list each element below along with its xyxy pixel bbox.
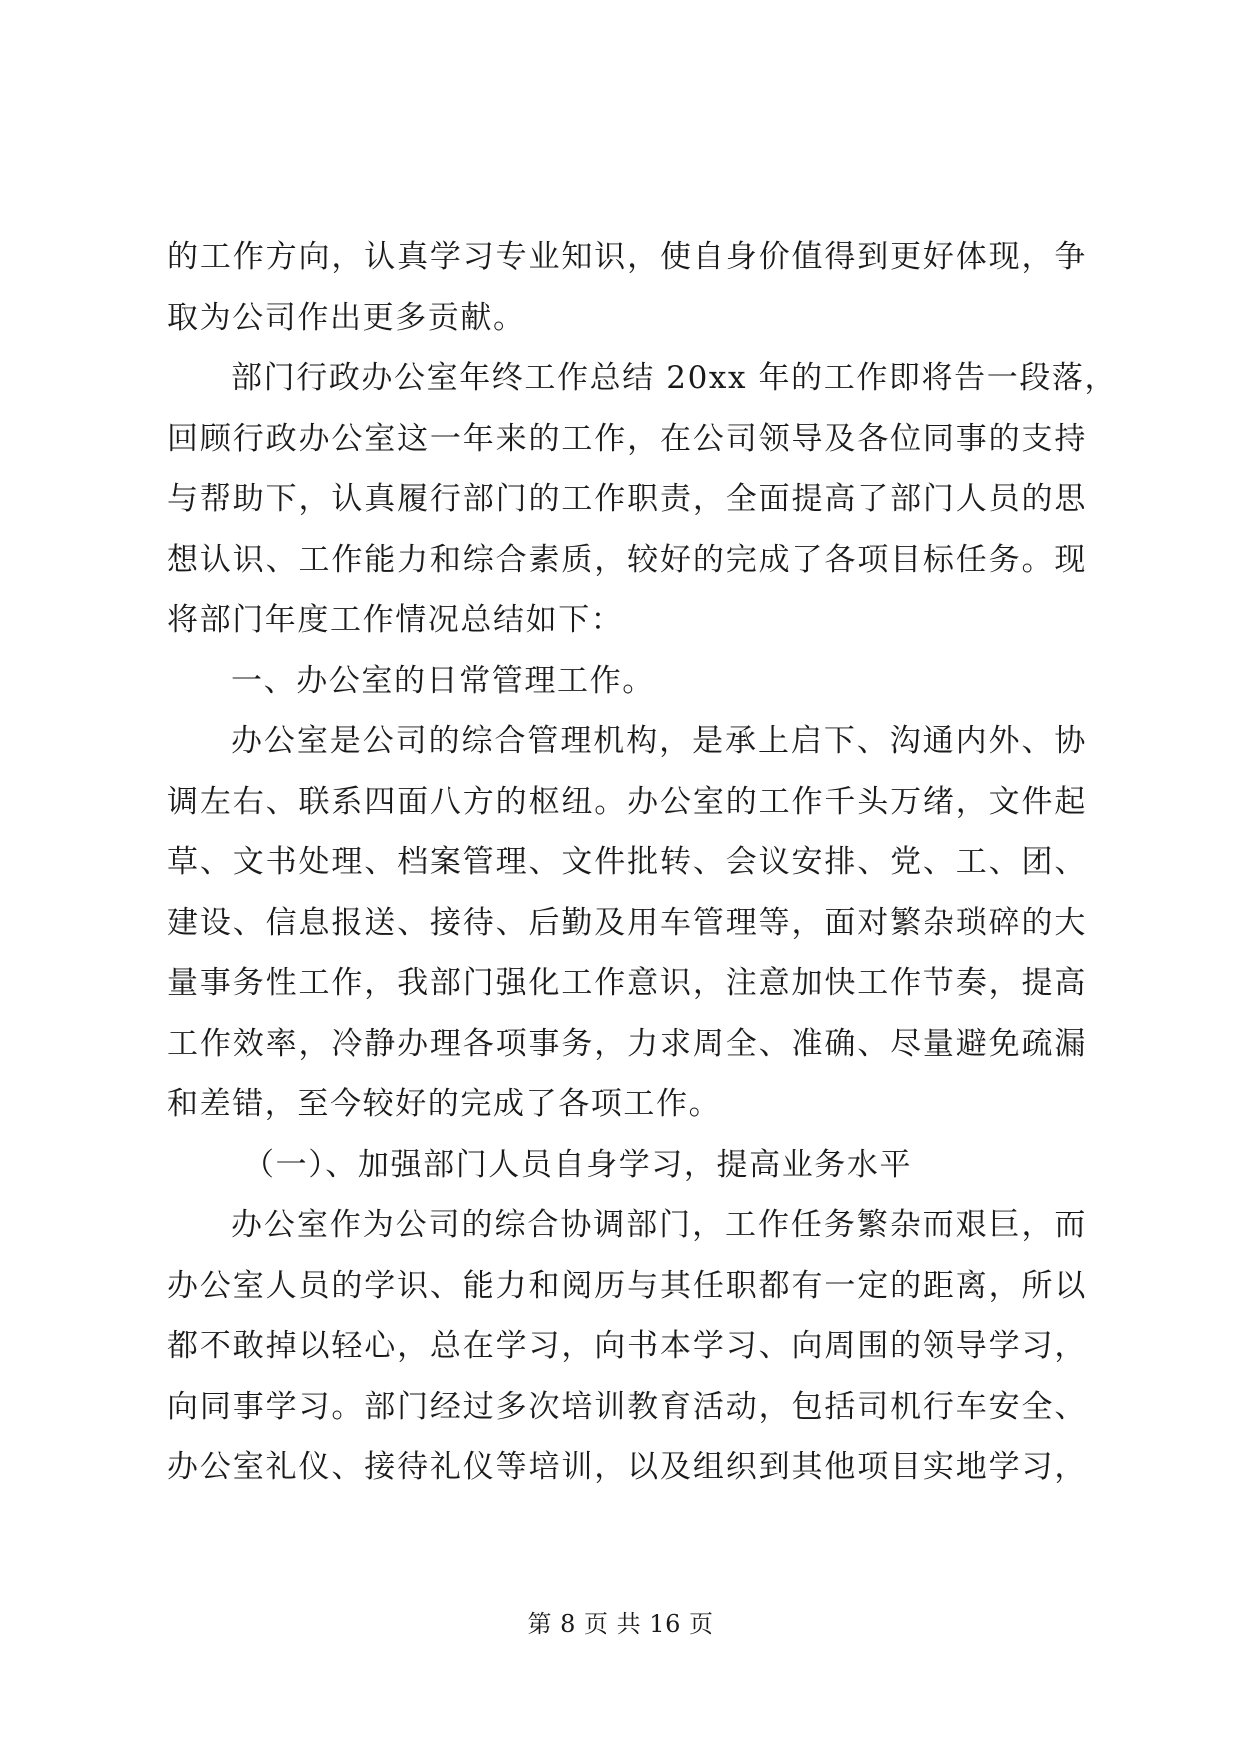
text-line: 向同事学习。部门经过多次培训教育活动，包括司机行车安全、 [167,1388,1087,1425]
text-line: 办公室礼仪、接待礼仪等培训，以及组织到其他项目实地学习， [167,1449,1087,1485]
text-line: 和差错，至今较好的完成了各项工作。 [167,1086,722,1122]
text-line: 回顾行政办公室这一年来的工作，在公司领导及各位同事的支持 [167,420,1087,457]
text-line: 将部门年度工作情况总结如下： [167,602,624,638]
paragraph-first-line: 办公室作为公司的综合协调部门，工作任务繁杂而艰巨，而 [231,1207,1087,1243]
body-text [167,227,1118,1498]
page-footer: 第 8 页 共 16 页 [527,1610,714,1638]
subsection-heading: （一）、加强部门人员自身学习，提高业务水平 [243,1146,913,1183]
text-line: 草、文书处理、档案管理、文件批转、会议安排、党、工、团、 [167,844,1087,880]
paragraph-first-line: 办公室是公司的综合管理机构，是承上启下、沟通内外、协 [231,723,1087,759]
text-line: 都不敢掉以轻心，总在学习，向书本学习、向周围的领导学习， [167,1328,1087,1364]
text-line: 想认识、工作能力和综合素质，较好的完成了各项目标任务。现 [167,541,1087,578]
paragraph-first-line: 部门行政办公室年终工作总结 20xx 年的工作即将告一段落， [231,360,1118,396]
text-line: 办公室人员的学识、能力和阅历与其任职都有一定的距离，所以 [167,1267,1087,1304]
text-line: 的工作方向，认真学习专业知识，使自身价值得到更好体现，争 [167,239,1087,275]
text-line: 与帮助下，认真履行部门的工作职责，全面提高了部门人员的思 [167,481,1087,517]
text-line: 取为公司作出更多贡献。 [167,299,526,336]
text-line: 建设、信息报送、接待、后勤及用车管理等，面对繁杂琐碎的大 [167,904,1087,941]
text-line: 调左右、联系四面八方的枢纽。办公室的工作千头万绪，文件起 [167,783,1087,820]
text-line: 工作效率，冷静办理各项事务，力求周全、准确、尽量避免疏漏 [167,1025,1087,1062]
text-line: 量事务性工作，我部门强化工作意识，注意加快工作节奏，提高 [167,965,1087,1001]
section-heading: 一、办公室的日常管理工作。 [231,662,655,699]
